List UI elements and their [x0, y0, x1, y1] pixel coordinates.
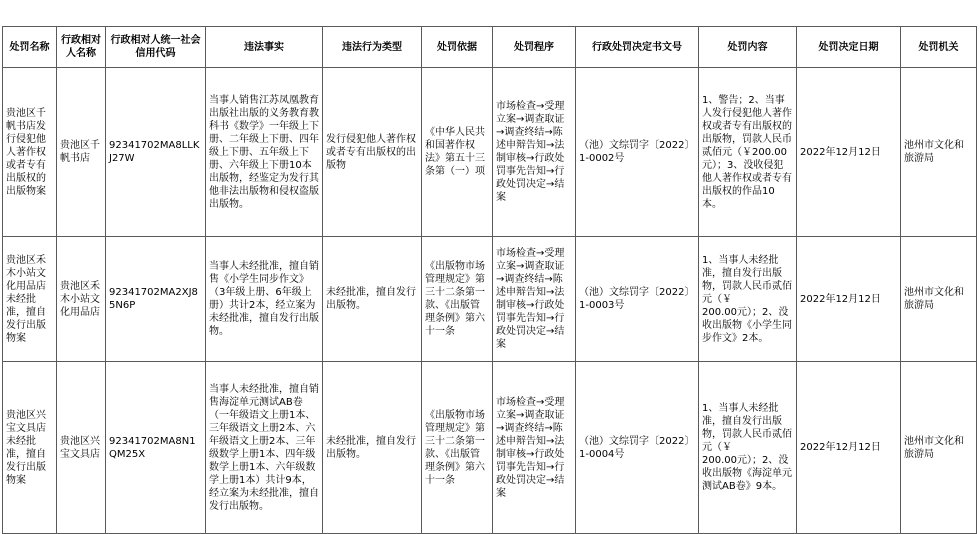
cell-credit-code: 92341702MA8LLKJ27W	[106, 68, 206, 237]
cell-facts: 当事人未经批准，擅自销售《小学生同步作文》（3年级上册、6年级上册）共计2本，经立案为未经批准，擅自发行出版物。	[206, 237, 323, 362]
header-authority: 处罚机关	[901, 27, 977, 68]
cell-basis: 《中华人民共和国著作权法》第五十三条第（一）项	[422, 68, 493, 237]
header-date: 处罚决定日期	[797, 27, 901, 68]
cell-content: 1、当事人未经批准，擅自发行出版物，罚款人民币贰佰元（￥ 200.00元）；2、没收出版物《小学生同步作文》2本。	[699, 237, 797, 362]
cell-facts: 当事人销售江苏凤凰教育出版社出版的义务教育教科书《数学》一年级上下册、二年级上下册、四年级上下册、五年级上下册、六年级上下册10本出版物，经鉴定为发行其他非法出版物和侵权盗版出版物。	[206, 68, 323, 237]
cell-date: 2022年12月12日	[797, 68, 901, 237]
table-row	[3, 68, 977, 237]
cell-procedure: 市场检查→受理立案→调查取证→调查终结→陈述申辩告知→法制审核→行政处罚事先告知→行政处罚决定→结案	[493, 237, 576, 362]
table-row	[3, 362, 977, 534]
cell-doc-no: （池）文综罚字〔2022〕1-0004号	[576, 362, 699, 534]
header-facts: 违法事实	[206, 27, 323, 68]
header-procedure: 处罚程序	[493, 27, 576, 68]
cell-authority: 池州市文化和旅游局	[901, 362, 977, 534]
cell-penalty-name: 贵池区千帆书店发行侵犯他人著作权或者专有出版权的出版物案	[3, 68, 57, 237]
header-penalty-name: 处罚名称	[3, 27, 57, 68]
cell-penalty-name: 贵池区兴宝文具店未经批准，擅自发行出版物案	[3, 362, 57, 534]
cell-doc-no: （池）文综罚字〔2022〕1-0003号	[576, 237, 699, 362]
penalty-table	[2, 26, 977, 534]
cell-credit-code: 92341702MA8N1QM25X	[106, 362, 206, 534]
cell-doc-no: （池）文综罚字〔2022〕1-0002号	[576, 68, 699, 237]
cell-authority: 池州市文化和旅游局	[901, 237, 977, 362]
cell-date: 2022年12月12日	[797, 362, 901, 534]
header-basis: 处罚依据	[422, 27, 493, 68]
table-row	[3, 237, 977, 362]
cell-party-name: 贵池区兴宝文具店	[57, 362, 106, 534]
cell-credit-code: 92341702MA2XJ85N6P	[106, 237, 206, 362]
cell-content: 1、警告；2、当事人发行侵犯他人著作权或者专有出版权的出版物，罚款人民币贰佰元（￥200.00元）；3、没收侵犯他人著作权或者专有出版权的作品10本。	[699, 68, 797, 237]
cell-penalty-name: 贵池区禾木小站文化用品店未经批准，擅自发行出版物案	[3, 237, 57, 362]
header-doc-no: 行政处罚决定书文号	[576, 27, 699, 68]
cell-party-name: 贵池区千帆书店	[57, 68, 106, 237]
header-credit-code: 行政相对人统一社会信用代码	[106, 27, 206, 68]
header-violation-type: 违法行为类型	[323, 27, 422, 68]
cell-violation-type: 未经批准，擅自发行出版物。	[323, 237, 422, 362]
cell-procedure: 市场检查→受理立案→调查取证→调查终结→陈述申辩告知→法制审核→行政处罚事先告知→行政处罚决定→结案	[493, 362, 576, 534]
cell-date: 2022年12月12日	[797, 237, 901, 362]
cell-facts: 当事人未经批准，擅自销售海淀单元测试AB卷（一年级语文上册1本、三年级语文上册2本、六年级语文上册2本、三年级数学上册1本、四年级数学上册1本、六年级数学上册1本）共计9本，经立案为未经批准，擅自发行出版物。	[206, 362, 323, 534]
cell-procedure: 市场检查→受理立案→调查取证→调查终结→陈述申辩告知→法制审核→行政处罚事先告知→行政处罚决定→结案	[493, 68, 576, 237]
header-row	[3, 27, 977, 68]
cell-authority: 池州市文化和旅游局	[901, 68, 977, 237]
cell-violation-type: 发行侵犯他人著作权或者专有出版权的出版物	[323, 68, 422, 237]
cell-violation-type: 未经批准，擅自发行出版物。	[323, 362, 422, 534]
cell-content: 1、当事人未经批准，擅自发行出版物，罚款人民币贰佰元（￥ 200.00元）；2、没收出版物《海淀单元测试AB卷》9本。	[699, 362, 797, 534]
header-content: 处罚内容	[699, 27, 797, 68]
cell-basis: 《出版物市场管理规定》第三十二条第一款、《出版管理条例》第六十一条	[422, 237, 493, 362]
header-party-name: 行政相对人名称	[57, 27, 106, 68]
cell-basis: 《出版物市场管理规定》第三十二条第一款、《出版管理条例》第六十一条	[422, 362, 493, 534]
cell-party-name: 贵池区禾木小站文化用品店	[57, 237, 106, 362]
